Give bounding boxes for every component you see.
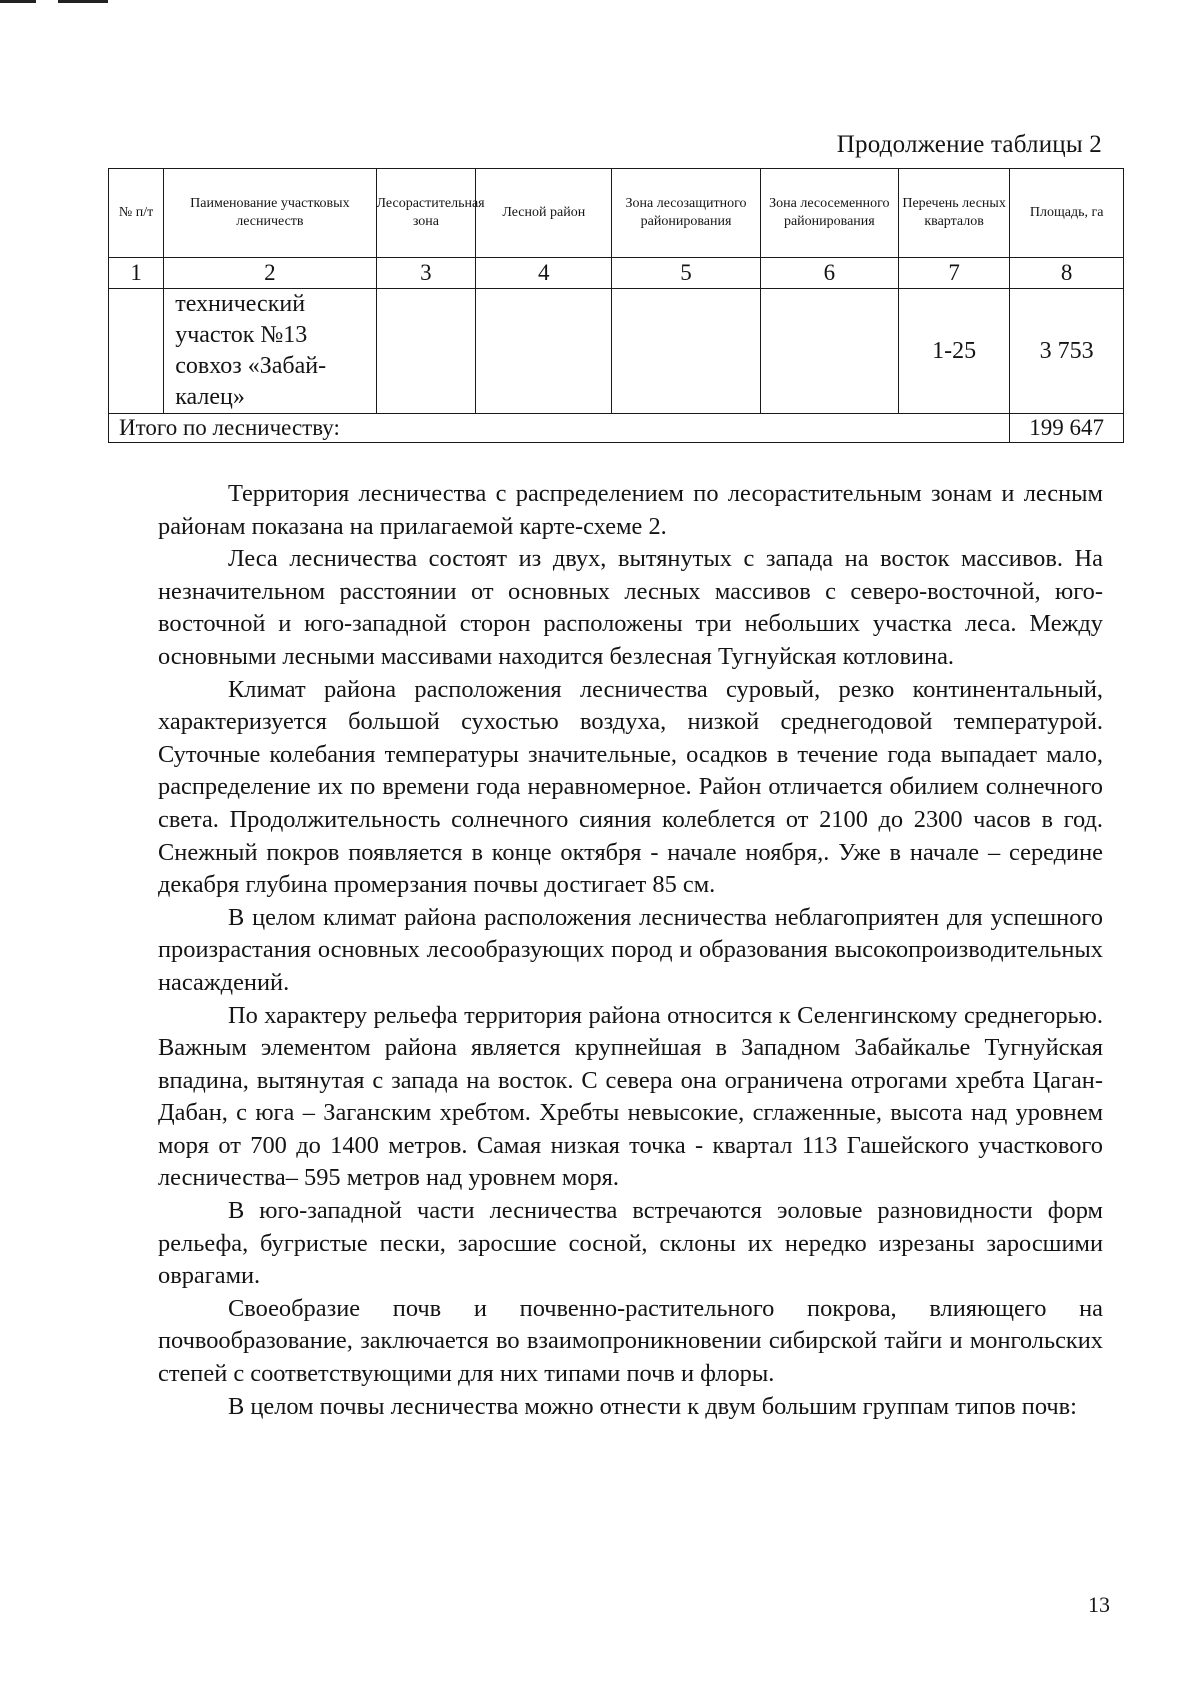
header-number: № п/т <box>109 169 164 258</box>
paragraph: В целом климат района расположения лесничества неблагоприятен для успешного произрастания основных лесообразующих пород и образования высокопроизводительных насаждений. <box>158 903 1103 996</box>
forestry-table <box>108 168 1124 443</box>
paragraph: Климат района расположения лесничества суровый, резко континентальный, характеризуется большой сухостью воздуха, низкой среднегодовой температурой. Суточные колебания температуры значительные, осадков в течение года выпадает мало, распределение их по времени года неравномерное. Район отличается обилием солнечного света. Продолжительность солнечного сияния колеблется от 2100 до 2300 часов в год. Снежный покров появляется в конце октября - начале ноября,. Уже в начале – середине декабря глубина промерзания почвы достигает 85 см. <box>158 675 1103 899</box>
scan-artifact-mark <box>58 0 108 3</box>
total-value: 199 647 <box>1010 414 1124 443</box>
column-number: 3 <box>376 258 476 289</box>
column-number: 2 <box>164 258 376 289</box>
paragraph: По характеру рельефа территория района относится к Селенгинскому среднегорью. Важным элементом района является крупнейшая в Западном Забайкалье Тугнуйская впадина, вытянутая с запада на восток. С севера она ограничена отрогами хребта Цаган-Дабан, с юга – Заганским хребтом. Хребты невысокие, сглаженные, высота над уровнем моря от 700 до 1400 метров. Самая низкая точка - квартал 113 Гашейского участкового лесничества– 595 метров над уровнем моря. <box>158 1001 1103 1192</box>
cell-area: 3 753 <box>1010 289 1124 414</box>
paragraph: Территория лесничества с распределением по лесорастительным зонам и лесным районам показана на прилагаемой карте-схеме 2. <box>158 480 1103 540</box>
paragraph: В юго-западной части лесничества встречаются эоловые разновидности форм рельефа, бугристые пески, заросшие сосной, склоны их нередко изрезаны заросшими оврагами. <box>158 1197 1103 1290</box>
page-number: 13 <box>1088 1592 1110 1617</box>
header-vegetation-zone: Лесорастительная зона <box>376 169 476 258</box>
column-number: 4 <box>476 258 612 289</box>
cell-quarters: 1-25 <box>898 289 1009 414</box>
total-label: Итого по лесничеству: <box>109 414 1010 443</box>
cell-number <box>109 289 164 414</box>
name-line: совхоз «Забай- <box>175 353 327 379</box>
header-protection-zone: Зона лесозащитного районирования <box>612 169 761 258</box>
table-caption: Продолжение таблицы 2 <box>836 131 1102 158</box>
column-number: 6 <box>760 258 898 289</box>
name-line: технический <box>175 291 306 317</box>
body-text <box>158 478 1103 1423</box>
cell-vegetation-zone <box>376 289 476 414</box>
header-forest-district: Лесной район <box>476 169 612 258</box>
header-forestry-name: Паименование участковых лесничеств <box>164 169 376 258</box>
table-header-row <box>109 169 1124 258</box>
total-row <box>109 414 1124 443</box>
column-number: 5 <box>612 258 761 289</box>
column-number: 8 <box>1010 258 1124 289</box>
paragraph: Леса лесничества состоят из двух, вытянутых с запада на восток массивов. На незначительном расстоянии от основных лесных массивов с северо-восточной, юго-восточной и юго-западной сторон расположены три небольших участка леса. Между основными лесными массивами находится безлесная Тугнуйская котловина. <box>158 545 1103 670</box>
column-number: 7 <box>898 258 1009 289</box>
name-line: калец» <box>175 384 245 410</box>
scan-artifact-mark <box>0 0 36 3</box>
cell-seed-zone <box>760 289 898 414</box>
name-line: участок №13 <box>175 322 308 348</box>
column-number: 1 <box>109 258 164 289</box>
cell-forestry-name <box>164 289 376 414</box>
header-area: Площадь, га <box>1010 169 1124 258</box>
cell-forest-district <box>476 289 612 414</box>
table-row <box>109 289 1124 414</box>
paragraph: Своеобразие почв и почвенно-растительного покрова, влияющего на почвообразование, заключается во взаимопроникновении сибирской тайги и монгольских степей с соответствующими для них типами почв и флоры. <box>158 1294 1103 1388</box>
column-number-row <box>109 258 1124 289</box>
cell-protection-zone <box>612 289 761 414</box>
header-seed-zone: Зона лесосеменного районирования <box>760 169 898 258</box>
paragraph: В целом почвы лесничества можно отнести к двум большим группам типов почв: <box>228 1392 1077 1420</box>
header-quarters-list: Перечень лесных кварталов <box>898 169 1009 258</box>
